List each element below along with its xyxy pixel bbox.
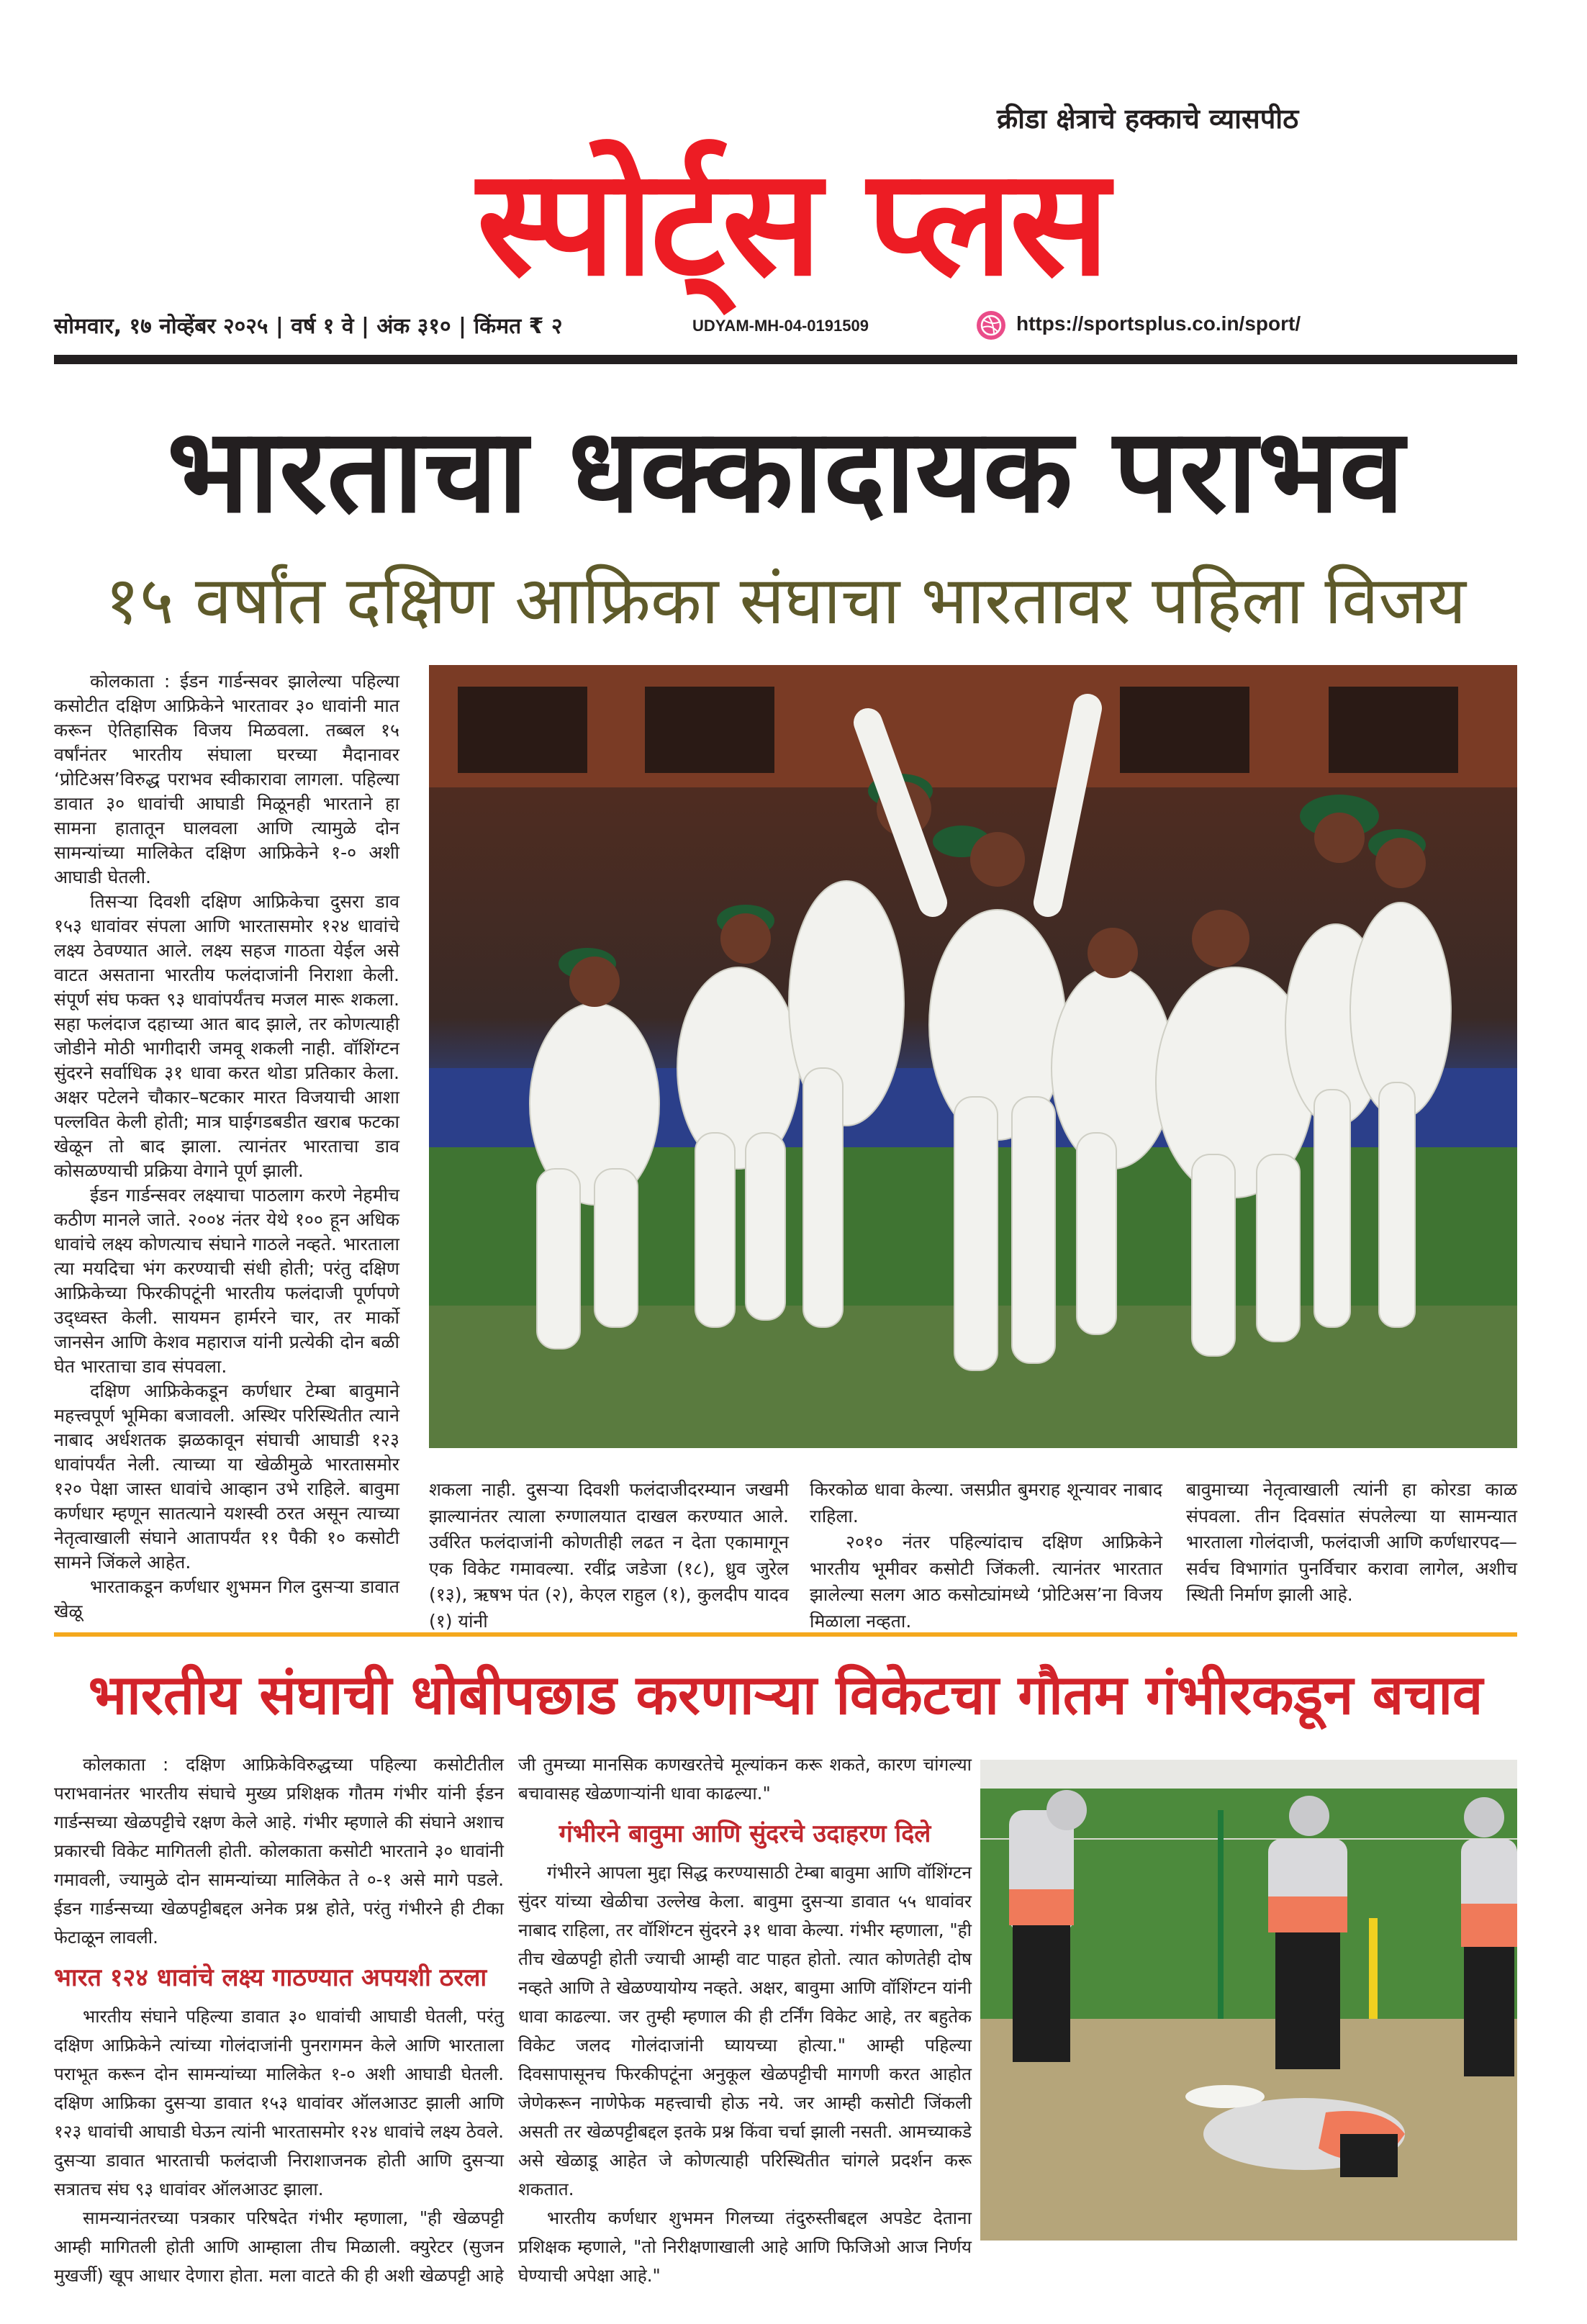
article-paragraph: दक्षिण आफ्रिकेकडून कर्णधार टेम्बा बावुमाने महत्त्वपूर्ण भूमिका बजावली. अस्थिर परिस्थितीत त्याने नाबाद अर्धशतक झळकावून संघाची आघाडी १२३ धावांपर्यंत नेली. त्याच्या या खेळीमुळे भारतासमोर १२० पेक्षा जास्त धावांचे आव्हान उभे राहिले. बावुमा कर्णधार म्हणून सातत्याने यशस्वी ठरत असून त्याच्या नेतृत्वाखाली संघाने आतापर्यंत ११ पैकी १० कसोटी सामने जिंकले आहेत.	[54, 1380, 399, 1573]
masthead-divider	[54, 355, 1517, 364]
newspaper-logo: स्पोर्ट्स प्लस	[476, 137, 1107, 309]
article-paragraph: कोलकाता : ईडन गार्डन्सवर झालेल्या पहिल्या कसोटीत दक्षिण आफ्रिकेने भारतावर ३० धावांनी मात करून ऐतिहासिक विजय मिळवला. तब्बल १५ वर्षांनंतर भारतीय संघाला घरच्या मैदानावर ‘प्रोटिअस’विरुद्ध पराभव स्वीकारावा लागला. पहिल्या डावात ३० धावांची आघाडी मिळूनही भारताने हा सामना हातातून घालवला आणि त्यामुळे दोन सामन्यांच्या मालिकेत दक्षिण आफ्रिकेने १-० अशी आघाडी घेतली.	[54, 671, 399, 887]
article-subheading: भारत १२४ धावांचे लक्ष्य गाठण्यात अपयशी ठरला	[54, 1963, 487, 1992]
second-article-col1	[54, 1750, 504, 2286]
article-paragraph: भारतीय संघाने पहिल्या डावात ३० धावांची आघाडी घेतली, परंतु दक्षिण आफ्रिकेने त्यांच्या गोलंदाजांनी पुनरागमन केले आणि भारताला पराभूत करून दोन सामन्यांच्या मालिकेत १-० अशी आघाडी घेतली. दक्षिण आफ्रिका दुसऱ्या डावात १५३ धावांवर ऑलआउट झाली आणि १२३ धावांची आघाडी घेऊन त्यांनी भारतासमोर १२४ धावांचे लक्ष्य ठेवले. दुसऱ्या डावात भारताची फलंदाजी निराशाजनक होती आणि दुसऱ्या सत्रातच संघ ९३ धावांवर ऑलआउट झाला.	[54, 2006, 504, 2199]
article-paragraph: सामन्यानंतरच्या पत्रकार परिषदेत गंभीर म्हणाला, "ही खेळपट्टी आम्ही मागितली होती आणि आम्हाला तीच मिळाली. क्युरेटर (सुजन मुखर्जी) खूप आधार देणारा होता. मला वाटते की ही अशी खेळपट्टी आहे	[54, 2207, 504, 2286]
website-link[interactable]: https://sportsplus.co.in/sport/	[1016, 312, 1301, 335]
article-paragraph: २०१० नंतर पहिल्यांदाच दक्षिण आफ्रिकेने भारतीय भूमीवर कसोटी जिंकली. त्यानंतर भारतात झालेल्या सलग आठ कसोट्यांमध्ये ‘प्रोटिअस’ना विजय मिळाला नव्हता.	[810, 1532, 1162, 1632]
south-africa-celebration-photo	[429, 665, 1517, 1448]
article-paragraph: बावुमाच्या नेतृत्वाखाली त्यांनी हा कोरडा काळ संपवला. तीन दिवसांत संपलेल्या या सामन्यात भारताला गोलंदाजी, फलंदाजी आणि कर्णधारपद—सर्वच विभागांत पुनर्विचार करावा लागेल, अशीच स्थिती निर्माण झाली आहे.	[1186, 1479, 1517, 1605]
article-paragraph: शकला नाही. दुसऱ्या दिवशी फलंदाजीदरम्यान जखमी झाल्यानंतर त्याला रुग्णालयात दाखल करण्यात आले. उर्वरित फलंदाजांनी कोणतीही लढत न देता एकामागून एक विकेट गमावल्या. रवींद्र जडेजा (१८), ध्रुव जुरेल (१३), ऋषभ पंत (२), केएल राहुल (१), कुलदीप यादव (१) यांनी	[429, 1479, 789, 1632]
article-paragraph: भारतीय कर्णधार शुभमन गिलच्या तंदुरुस्तीबद्दल अपडेट देताना प्रशिक्षक म्हणाले, "तो निरीक्षणाखाली आहे आणि फिजिओ आज निर्णय घेण्याची अपेक्षा आहे."	[518, 2207, 972, 2286]
pitch-inspection-photo	[980, 1760, 1517, 2241]
lead-article-continued-col1	[429, 1477, 789, 1632]
section-divider	[54, 1632, 1517, 1637]
article-paragraph: गंभीरने आपला मुद्दा सिद्ध करण्यासाठी टेम्बा बावुमा आणि वॉशिंग्टन सुंदर यांच्या खेळीचा उल्लेख केला. बावुमा दुसऱ्या डावात ५५ धावांवर नाबाद राहिला, तर वॉशिंग्टन सुंदरने ३१ धावा केल्या. गंभीर म्हणाला, "ही तीच खेळपट्टी होती ज्याची आम्ही वाट पाहत होतो. त्यात कोणतेही दोष नव्हते आणि ते खेळण्यायोग्य नव्हते. अक्षर, बावुमा आणि वॉशिंग्टन यांनी धावा काढल्या. जर तुम्ही म्हणाल की ही टर्निंग विकेट आहे, तर बहुतेक विकेट जलद गोलंदाजांनी घ्यायच्या होत्या." आम्ही पहिल्या दिवसापासूनच फिरकीपटूंना अनुकूल खेळपट्टीची मागणी करत आहोत जेणेकरून नाणेफेक महत्त्वाची होऊ नये. जर आम्ही कसोटी जिंकली असती तर खेळपट्टीबद्दल इतके प्रश्न किंवा चर्चा झाली नसती. आमच्याकडे असे खेळाडू आहेत जे कोणत्याही परिस्थितीत चांगले प्रदर्शन करू शकतात.	[518, 1862, 972, 2199]
lead-article-continued-col2	[810, 1477, 1162, 1632]
lead-headline: भारताचा धक्कादायक पराभव	[167, 404, 1404, 539]
tagline: क्रीडा क्षेत्राचे हक्काचे व्यासपीठ	[997, 103, 1299, 135]
udyam-number: UDYAM-MH-04-0191509	[692, 317, 869, 335]
dateline: सोमवार, १७ नोव्हेंबर २०२५ | वर्ष १ वे | अंक ३१० | किंमत ₹ २	[54, 314, 563, 339]
second-headline: भारतीय संघाची धोबीपछाड करणाऱ्या विकेटचा गौतम गंभीरकडून बचाव	[88, 1663, 1483, 1727]
article-paragraph: किरकोळ धावा केल्या. जसप्रीत बुमराह शून्यावर नाबाद राहिला.	[810, 1479, 1162, 1527]
lead-subheadline: १५ वर्षांत दक्षिण आफ्रिका संघाचा भारतावर पहिला विजय	[105, 562, 1466, 639]
second-article-col2	[518, 1750, 972, 2286]
article-paragraph: जी तुमच्या मानसिक कणखरतेचे मूल्यांकन करू शकते, कारण चांगल्या बचावासह खेळणाऱ्यांनी धावा काढल्या."	[518, 1754, 972, 1804]
lead-article-continued-col3	[1186, 1477, 1517, 1605]
dribbble-globe-icon	[975, 309, 1007, 341]
article-paragraph: कोलकाता : दक्षिण आफ्रिकेविरुद्धच्या पहिल्या कसोटीतील पराभवानंतर भारतीय संघाचे मुख्य प्रशिक्षक गौतम गंभीर यांनी ईडन गार्डन्सच्या खेळपट्टीचे रक्षण केले आहे. गंभीर म्हणाले की संघाने अशाच प्रकारची विकेट मागितली होती. कोलकाता कसोटी भारताने ३० धावांनी गमावली, ज्यामुळे दोन सामन्यांच्या मालिकेत ते ०-१ असे मागे पडले. ईडन गार्डन्सच्या खेळपट्टीबद्दल अनेक प्रश्न होते, परंतु गंभीरने ही टीका फेटाळून लावली.	[54, 1754, 504, 1948]
article-paragraph: ईडन गार्डन्सवर लक्ष्याचा पाठलाग करणे नेहमीच कठीण मानले जाते. २००४ नंतर येथे १०० हून अधिक धावांचे लक्ष्य कोणत्याच संघाने गाठले नव्हते. भारताला त्या मयदिचा भंग करण्याची संधी होती; परंतु दक्षिण आफ्रिकेच्या फिरकीपटूंनी भारतीय फलंदाजी पूर्णपणे उद्ध्वस्त केली. सायमन हार्मरने चार, तर मार्को जानसेन आणि केशव महाराज यांनी प्रत्येकी दोन बळी घेत भारताचा डाव संपवला.	[54, 1185, 399, 1377]
article-paragraph: तिसऱ्या दिवशी दक्षिण आफ्रिकेचा दुसरा डाव १५३ धावांवर संपला आणि भारतासमोर १२४ धावांचे लक्ष्य ठेवण्यात आले. लक्ष्य सहज गाठता येईल असे वाटत असताना भारतीय फलंदाजांनी निराशा केली. संपूर्ण संघ फक्त ९३ धावांपर्यंतच मजल मारू शकला. सहा फलंदाज दहाच्या आत बाद झाले, तर कोणत्याही जोडीने मोठी भागीदारी जमवू शकली नाही. वॉशिंग्टन सुंदरने सर्वाधिक ३१ धावा करत थोडा प्रतिकार केला. अक्षर पटेलने चौकार–षटकार मारत विजयाची आशा पल्लवित केली होती; मात्र घाईगडबडीत खराब फटका खेळून तो बाद झाला. त्यानंतर भारताचा डाव कोसळण्याची प्रक्रिया वेगाने पूर्ण झाली.	[54, 891, 399, 1181]
article-subheading: गंभीरने बावुमा आणि सुंदरचे उदाहरण दिले	[559, 1819, 931, 1848]
lead-article-column	[54, 669, 399, 1624]
article-paragraph: भारताकडून कर्णधार शुभमन गिल दुसऱ्या डावात खेळू	[54, 1576, 399, 1622]
